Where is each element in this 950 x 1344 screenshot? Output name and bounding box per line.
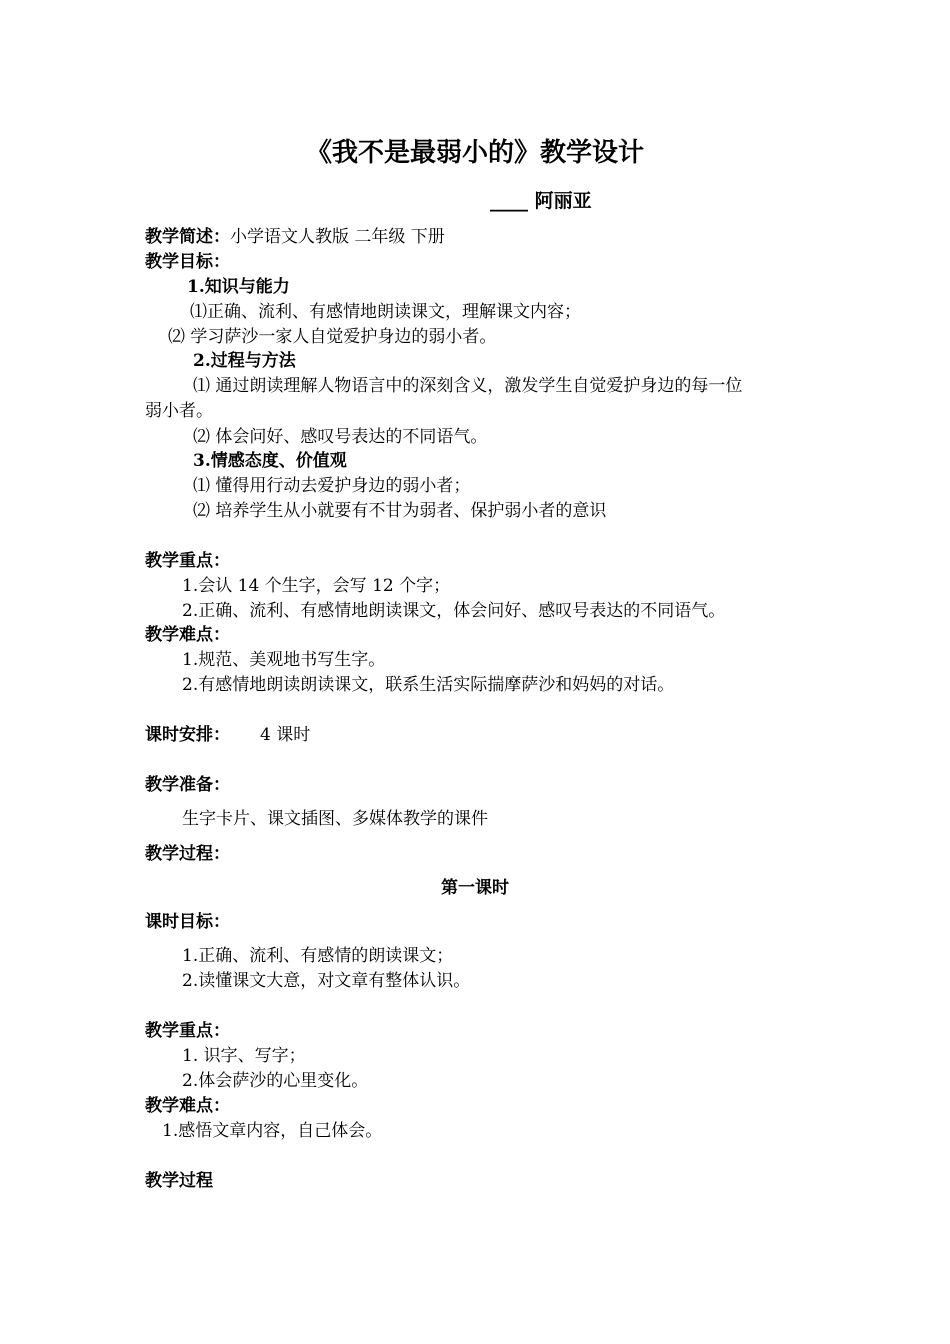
lesson-key-label: 教学重点： [145, 1021, 230, 1041]
goal2-item1-line2: 弱小者。 [145, 401, 213, 421]
goal1-heading: 1.知识与能力 [187, 277, 290, 297]
lesson-goal2: 2.读懂课文大意，对文章有整体认识。 [182, 971, 471, 991]
process-label: 教学过程： [145, 844, 230, 864]
goal1-item1: ⑴正确、流利、有感情地朗读课文，理解课文内容； [190, 302, 581, 322]
goal2-item1-line1: ⑴ 通过朗读理解人物语言中的深刻含义，激发学生自觉爱护身边的每一位 [193, 376, 743, 396]
author-line: ____ 阿丽亚 [490, 190, 592, 212]
schedule-line [145, 724, 310, 746]
schedule-value: 4 课时 [260, 725, 311, 745]
key-label: 教学重点： [145, 551, 230, 571]
document-title: 《我不是最弱小的》教学设计 [305, 138, 644, 168]
lesson-goal-label: 课时目标： [145, 912, 230, 932]
diff-label: 教学难点： [145, 625, 230, 645]
goal2-heading: 2.过程与方法 [193, 351, 296, 371]
goal3-heading: 3.情感态度、价值观 [193, 451, 347, 471]
goal2-item2: ⑵ 体会问好、感叹号表达的不同语气。 [193, 427, 488, 447]
goal3-item2: ⑵ 培养学生从小就要有不甘为弱者、保护弱小者的意识 [193, 501, 607, 521]
goal1-item2: ⑵ 学习萨沙一家人自觉爱护身边的弱小者。 [168, 327, 497, 347]
prep-value: 生字卡片、课文插图、多媒体教学的课件 [182, 809, 488, 829]
prep-label: 教学准备： [145, 775, 230, 795]
brief-label: 教学简述： [145, 227, 230, 247]
schedule-label: 课时安排： [145, 725, 230, 745]
key-item2: 2.正确、流利、有感情地朗读课文，体会问好、感叹号表达的不同语气。 [182, 601, 726, 621]
diff-item1: 1.规范、美观地书写生字。 [182, 650, 386, 670]
lesson-goal1: 1.正确、流利、有感情的朗读课文； [182, 946, 454, 966]
process-label-2: 教学过程 [145, 1171, 213, 1191]
diff-item2: 2.有感情地朗读朗读课文，联系生活实际揣摩萨沙和妈妈的对话。 [182, 675, 675, 695]
lesson-key2: 2.体会萨沙的心里变化。 [182, 1071, 369, 1091]
goals-label: 教学目标： [145, 252, 230, 272]
key-item1: 1.会认 14 个生字，会写 12 个字； [182, 576, 451, 596]
goal3-item1: ⑴ 懂得用行动去爱护身边的弱小者； [193, 476, 471, 496]
lesson-diff1: 1.感悟文章内容，自己体会。 [162, 1121, 383, 1141]
lesson-key1: 1. 识字、写字； [182, 1046, 306, 1066]
lesson1-heading: 第一课时 [441, 878, 509, 898]
brief-line [145, 226, 445, 248]
lesson-diff-label: 教学难点： [145, 1096, 230, 1116]
brief-value: 小学语文人教版 二年级 下册 [230, 227, 445, 247]
